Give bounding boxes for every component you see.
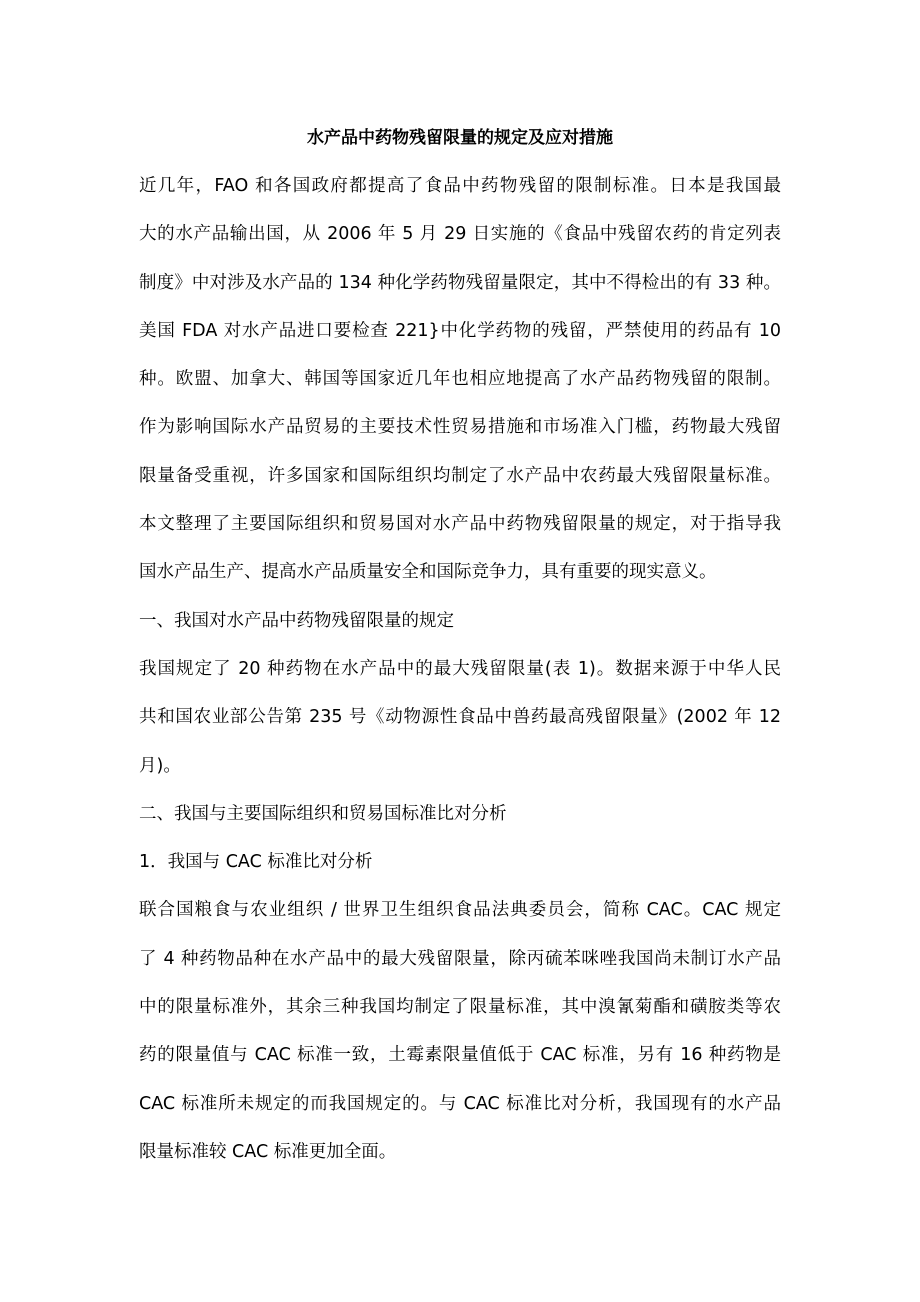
text-line: 中的限量标准外，其余三种我国均制定了限量标准，其中溴氰菊酯和磺胺类等农 [139, 997, 781, 1018]
text-line: 月)。 [139, 755, 181, 776]
text-line: 共和国农业部公告第 235 号《动物源性食品中兽药最高残留限量》(2002 年 12 [139, 707, 781, 728]
text-line: CAC 标准所未规定的而我国规定的。与 CAC 标准比对分析，我国现有的水产品 [139, 1093, 781, 1114]
text-line: 药的限量值与 CAC 标准一致，土霉素限量值低于 CAC 标准，另有 16 种药物是 [139, 1045, 781, 1066]
text-line: 本文整理了主要国际组织和贸易国对水产品中药物残留限量的规定，对于指导我 [139, 514, 781, 535]
text-line: 大的水产品输出国，从 2006 年 5 月 29 日实施的《食品中残留农药的肯定列表 [139, 224, 781, 245]
document-title: 水产品中药物残留限量的规定及应对措施 [307, 128, 613, 148]
text-line: 作为影响国际水产品贸易的主要技术性贸易措施和市场准入门槛，药物最大残留 [139, 417, 781, 438]
text-line: 限量备受重视，许多国家和国际组织均制定了水产品中农药最大残留限量标准。 [139, 465, 781, 486]
text-line: 联合国粮食与农业组织 / 世界卫生组织食品法典委员会，简称 CAC。CAC 规定 [139, 900, 781, 921]
text-line: 近几年，FAO 和各国政府都提高了食品中药物残留的限制标准。日本是我国最 [139, 176, 781, 196]
text-line: 1．我国与 CAC 标准比对分析 [139, 852, 373, 873]
text-line: 国水产品生产、提高水产品质量安全和国际竞争力，具有重要的现实意义。 [139, 562, 717, 583]
text-line: 二、我国与主要国际组织和贸易国标准比对分析 [139, 803, 507, 824]
document-body [139, 171, 781, 1185]
text-line: 我国规定了 20 种药物在水产品中的最大残留限量(表 1)。数据来源于中华人民 [139, 658, 781, 679]
text-line: 美国 FDA 对水产品进口要检查 221}中化学药物的残留，严禁使用的药品有 10 [139, 320, 781, 341]
text-line: 一、我国对水产品中药物残留限量的规定 [139, 610, 454, 631]
text-line: 制度》中对涉及水产品的 134 种化学药物残留量限定，其中不得检出的有 33 种。 [139, 272, 781, 293]
text-line: 限量标准较 CAC 标准更加全面。 [139, 1141, 397, 1162]
text-line: 种。欧盟、加拿大、韩国等国家近几年也相应地提高了水产品药物残留的限制。 [139, 369, 781, 390]
text-line: 了 4 种药物品种在水产品中的最大残留限量，除丙硫苯咪唑我国尚未制订水产品 [139, 948, 781, 969]
